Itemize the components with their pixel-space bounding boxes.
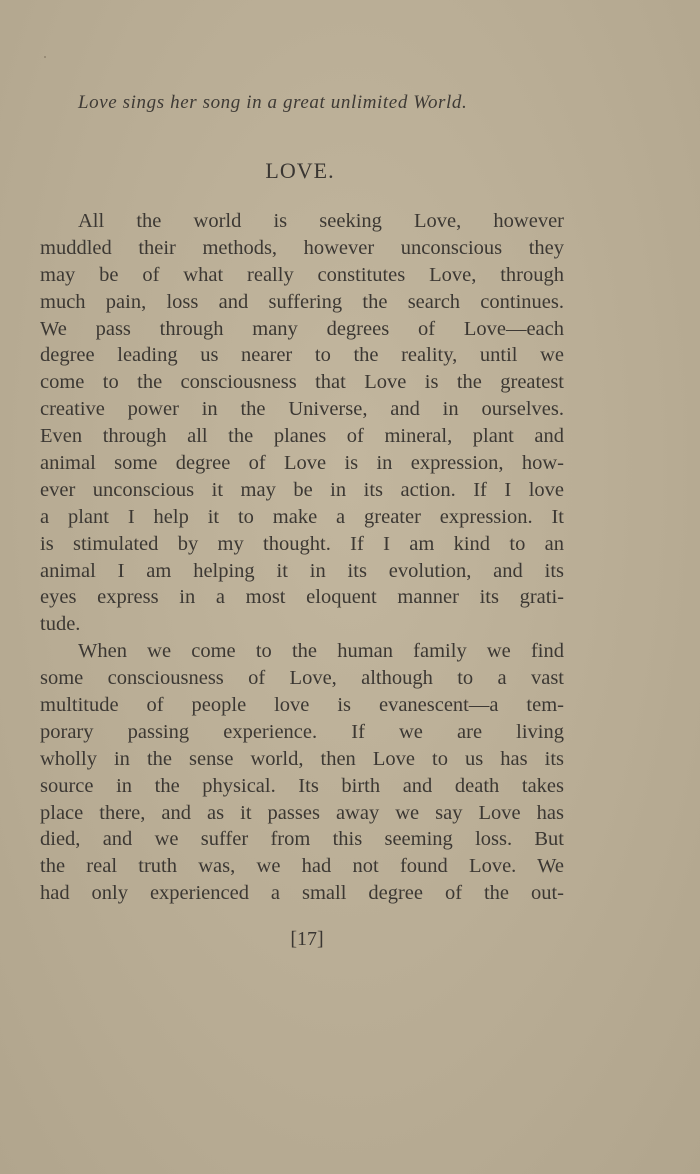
text-line: source in the physical. Its birth and death takes: [40, 774, 564, 797]
text-line: porary passing experience. If we are living: [40, 720, 564, 743]
text-line: much pain, loss and suffering the search continues.: [40, 290, 564, 313]
text-line: animal I am helping it in its evolution, and its: [40, 559, 564, 582]
body-text: [40, 208, 564, 907]
text-line: may be of what really constitutes Love, through: [40, 263, 564, 286]
text-line: Even through all the planes of mineral, plant and: [40, 425, 564, 448]
text-line: is stimulated by my thought. If I am kind to an: [40, 532, 564, 555]
text-line: degree leading us nearer to the reality, until we: [40, 344, 564, 367]
text-line: multitude of people love is evanescent—a tem-: [40, 694, 564, 717]
text-line: some consciousness of Love, although to a vast: [40, 667, 564, 690]
page-number: [17]: [290, 928, 324, 950]
text-line: place there, and as it passes away we say Love has: [40, 801, 564, 824]
text-line: All the world is seeking Love, however: [78, 210, 564, 232]
text-line: died, and we suffer from this seeming loss. But: [40, 828, 564, 851]
text-line: We pass through many degrees of Love—each: [40, 317, 564, 340]
text-line: wholly in the sense world, then Love to us has its: [40, 747, 564, 770]
paper-speck: [44, 56, 46, 58]
text-line: had only experienced a small degree of the out-: [40, 882, 564, 905]
text-line: animal some degree of Love is in expression, how-: [40, 452, 564, 475]
text-line: creative power in the Universe, and in ourselves.: [40, 398, 564, 421]
text-line: tude.: [40, 613, 81, 636]
text-line: ever unconscious it may be in its action. If I love: [40, 478, 564, 501]
text-line: the real truth was, we had not found Love. We: [40, 855, 564, 878]
text-line: muddled their methods, however unconscious they: [40, 236, 564, 259]
text-line: a plant I help it to make a greater expression. It: [40, 505, 564, 528]
text-line: come to the consciousness that Love is the greatest: [40, 371, 564, 394]
text-line: eyes express in a most eloquent manner its grati-: [40, 586, 564, 609]
text-line: When we come to the human family we find: [78, 640, 564, 663]
chapter-title: LOVE.: [265, 158, 335, 183]
running-epigraph: Love sings her song in a great unlimited World.: [78, 92, 468, 113]
